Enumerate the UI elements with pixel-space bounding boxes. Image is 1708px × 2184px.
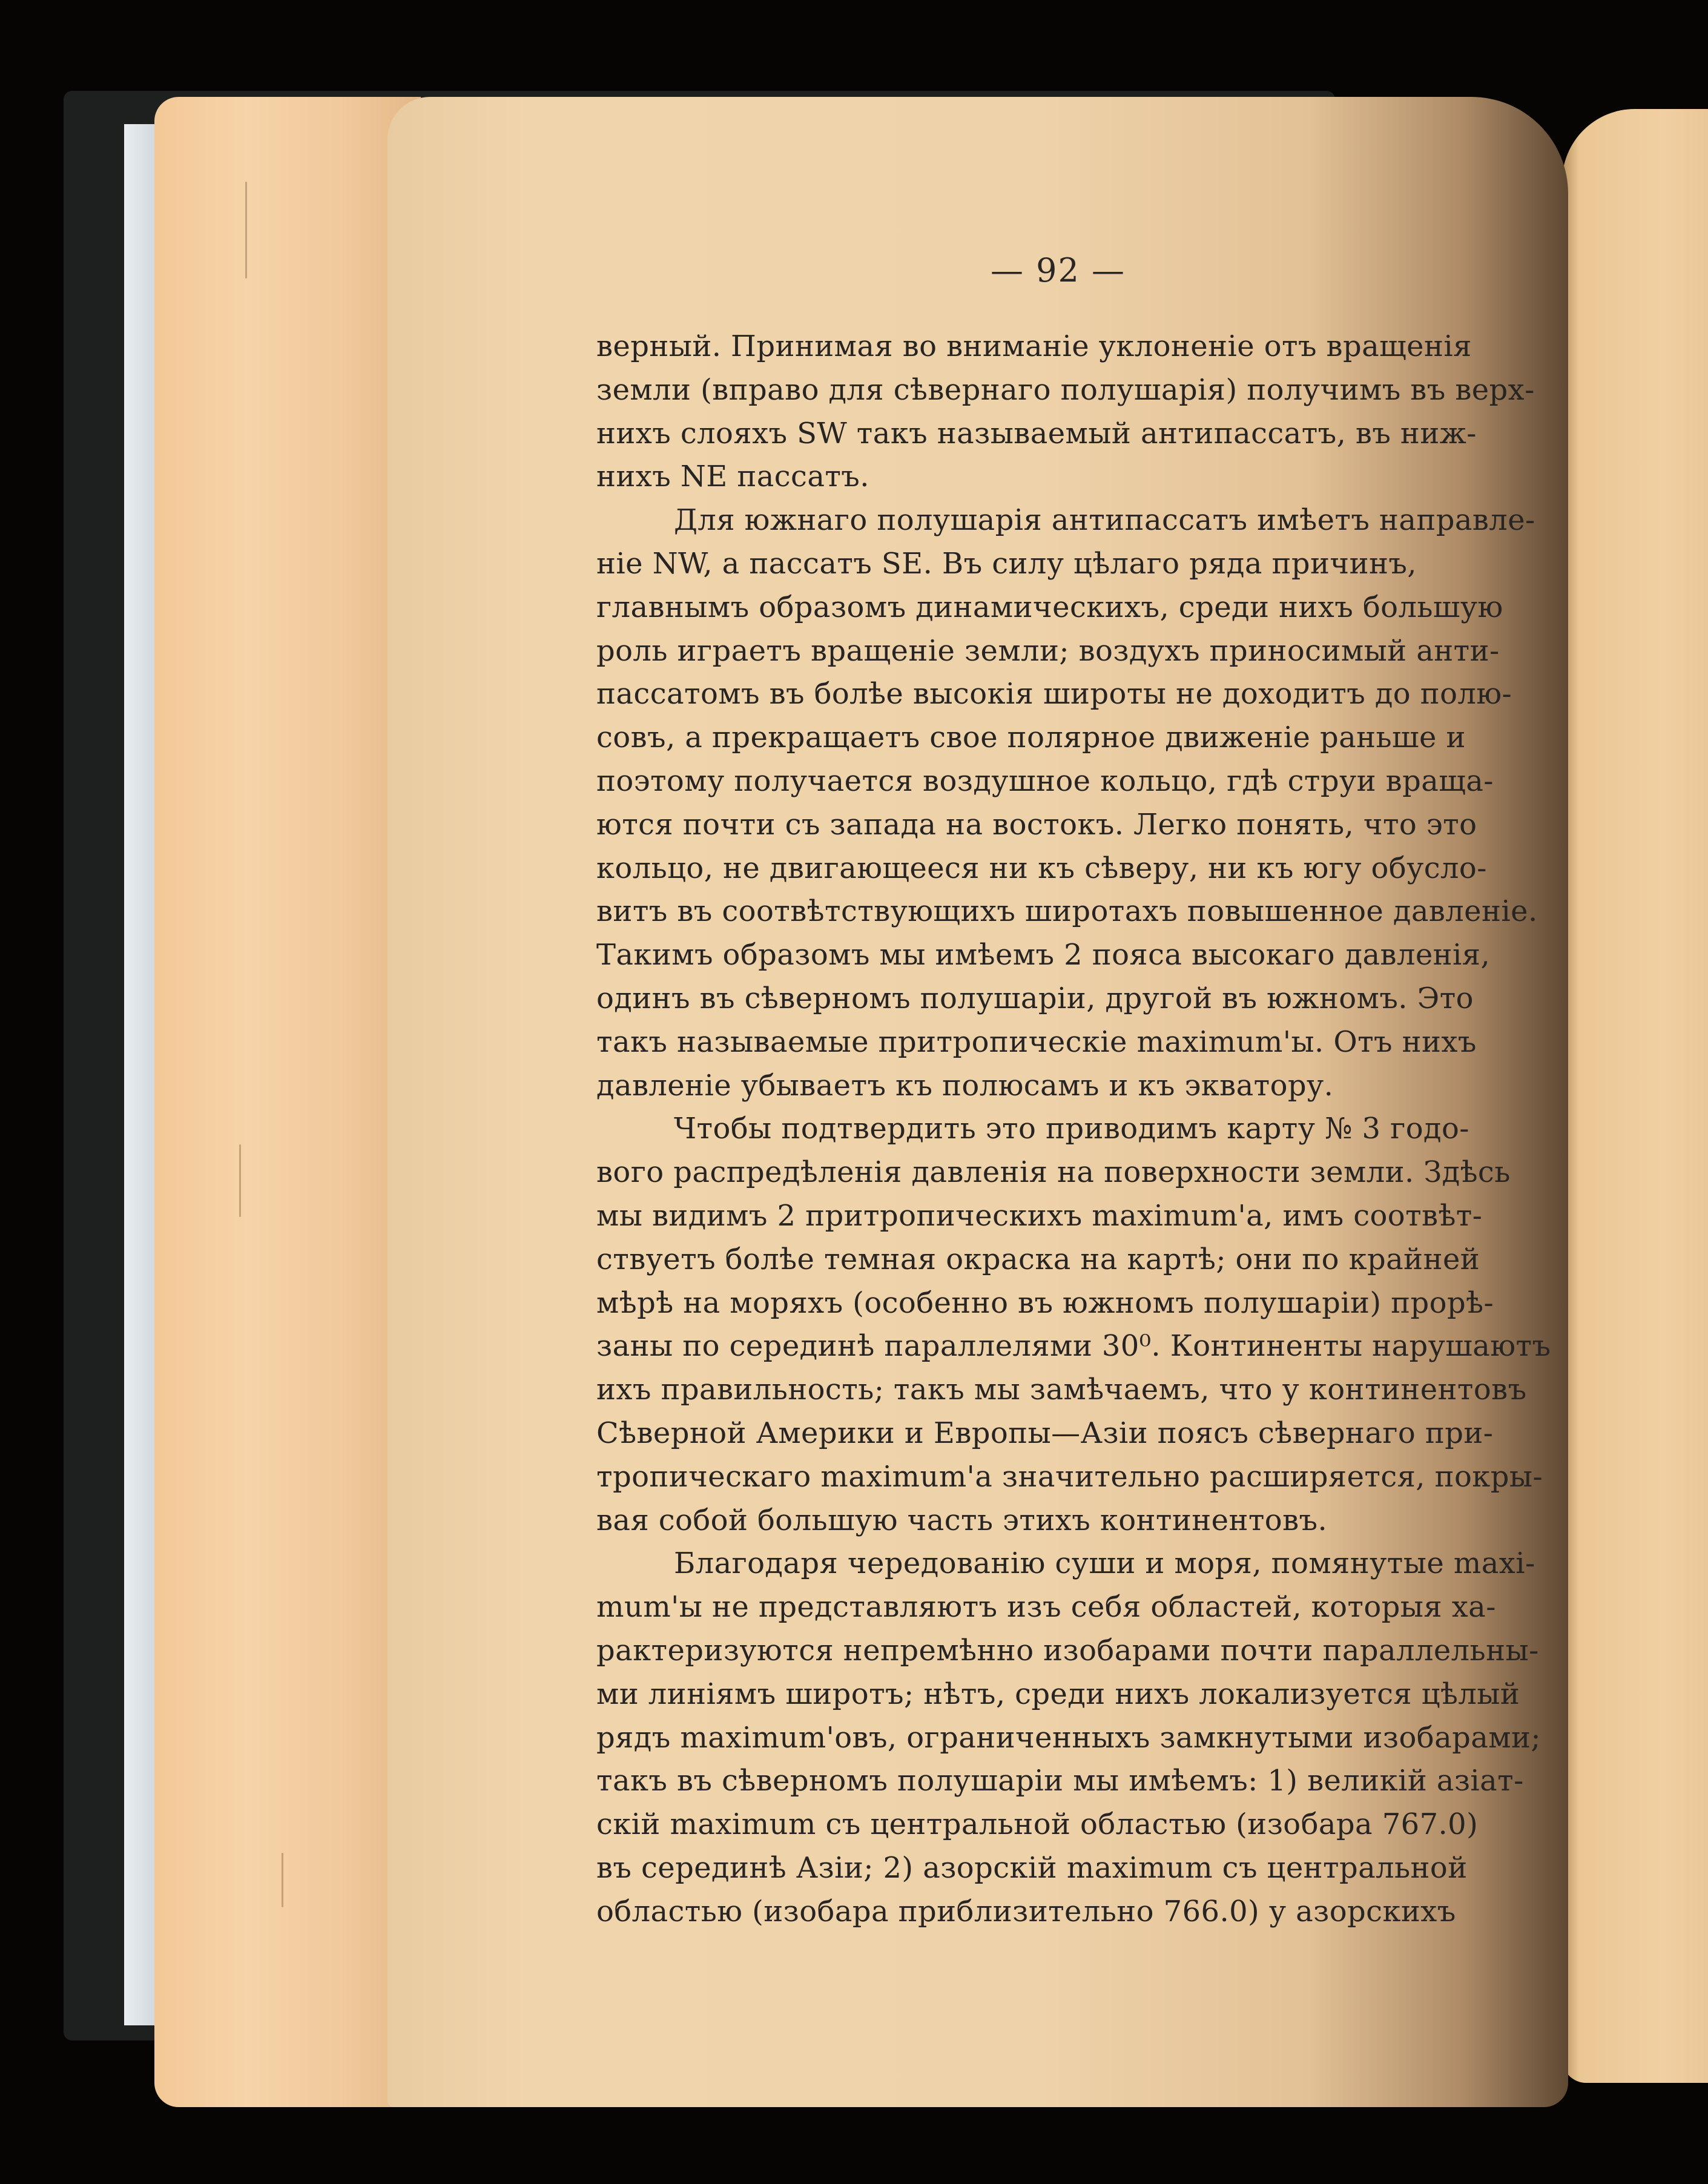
- text-line: совъ, а прекращаетъ свое полярное движеніе раньше и: [596, 721, 1466, 754]
- text-line: верный. Принимая во вниманіе уклоненіе отъ вращенія: [596, 329, 1472, 363]
- text-line: такъ называемые притропическіе maximum'ы. Отъ нихъ: [596, 1025, 1477, 1059]
- text-line: ствуетъ болѣе темная окраска на картѣ; они по крайней: [596, 1242, 1480, 1276]
- text-line: мы видимъ 2 притропическихъ maximum'а, имъ соотвѣт-: [596, 1199, 1483, 1233]
- text-line: одинъ въ сѣверномъ полушаріи, другой въ южномъ. Это: [596, 981, 1474, 1015]
- text-line: Благодаря чередованію суши и моря, помянутые maxi-: [674, 1546, 1535, 1580]
- page-edge-crease: [282, 1853, 283, 1907]
- text-line: Сѣверной Америки и Европы—Азіи поясъ сѣвернаго при-: [596, 1416, 1494, 1450]
- text-line: ніе NW, а пассатъ SE. Въ силу цѣлаго ряда причинъ,: [596, 547, 1417, 581]
- page-edge-crease: [245, 182, 247, 279]
- text-line: рядъ maximum'овъ, ограниченныхъ замкнутыми изобарами;: [596, 1721, 1541, 1755]
- text-line: Такимъ образомъ мы имѣемъ 2 пояса высокаго давленія,: [596, 938, 1491, 972]
- text-line: витъ въ соотвѣтствующихъ широтахъ повышенное давленіе.: [596, 894, 1538, 928]
- text-line: кольцо, не двигающееся ни къ сѣверу, ни къ югу обусло-: [596, 851, 1487, 885]
- text-line: рактеризуются непремѣнно изобарами почти параллельны-: [596, 1634, 1539, 1668]
- text-line: пассатомъ въ болѣе высокія широты не доходитъ до полю-: [596, 677, 1512, 711]
- text-line: Чтобы подтвердить это приводимъ карту № 3 годо-: [674, 1112, 1469, 1146]
- page-edge-crease: [239, 1144, 241, 1217]
- text-line: вая собой большую часть этихъ континентовъ.: [596, 1503, 1328, 1537]
- text-line: ми линіямъ широтъ; нѣтъ, среди нихъ локализуется цѣлый: [596, 1677, 1520, 1711]
- page-number: — 92 —: [991, 251, 1126, 289]
- text-line: мѣрѣ на моряхъ (особенно въ южномъ полушаріи) прорѣ-: [596, 1286, 1494, 1320]
- text-line: вого распредѣленія давленія на поверхности земли. Здѣсь: [596, 1155, 1511, 1189]
- text-line: роль играетъ вращеніе земли; воздухъ приносимый анти-: [596, 634, 1500, 668]
- text-line: областью (изобара приблизительно 766.0) у азорскихъ: [596, 1895, 1456, 1928]
- text-line: земли (вправо для сѣвернаго полушарія) получимъ въ верх-: [596, 373, 1535, 407]
- text-line: нихъ NE пассатъ.: [596, 460, 869, 493]
- text-line: ются почти съ запада на востокъ. Легко понять, что это: [596, 808, 1477, 842]
- text-line: нихъ слояхъ SW такъ называемый антипассатъ, въ ниж-: [596, 417, 1477, 450]
- text-line: главнымъ образомъ динамическихъ, среди нихъ большую: [596, 590, 1503, 624]
- text-line: mum'ы не представляютъ изъ себя областей, которыя ха-: [596, 1590, 1496, 1624]
- text-line: давленіе убываетъ къ полюсамъ и къ экватору.: [596, 1069, 1334, 1103]
- facing-page-edge: [1562, 109, 1708, 2083]
- text-line: такъ въ сѣверномъ полушаріи мы имѣемъ: 1) великій азіат-: [596, 1764, 1524, 1798]
- text-line: ихъ правильность; такъ мы замѣчаемъ, что у континентовъ: [596, 1373, 1527, 1407]
- text-line: тропическаго maximum'а значительно расширяется, покры-: [596, 1460, 1543, 1494]
- text-line: заны по серединѣ параллелями 30⁰. Континенты нарушаютъ: [596, 1329, 1551, 1363]
- text-line: въ серединѣ Азіи; 2) азорскій maximum съ центральной: [596, 1851, 1468, 1885]
- text-line: поэтому получается воздушное кольцо, гдѣ струи враща-: [596, 764, 1494, 798]
- text-line: скій maximum съ центральной областью (изобара 767.0): [596, 1807, 1479, 1841]
- text-line: Для южнаго полушарія антипассатъ имѣетъ направле-: [674, 503, 1535, 537]
- page-stack: [154, 97, 421, 2107]
